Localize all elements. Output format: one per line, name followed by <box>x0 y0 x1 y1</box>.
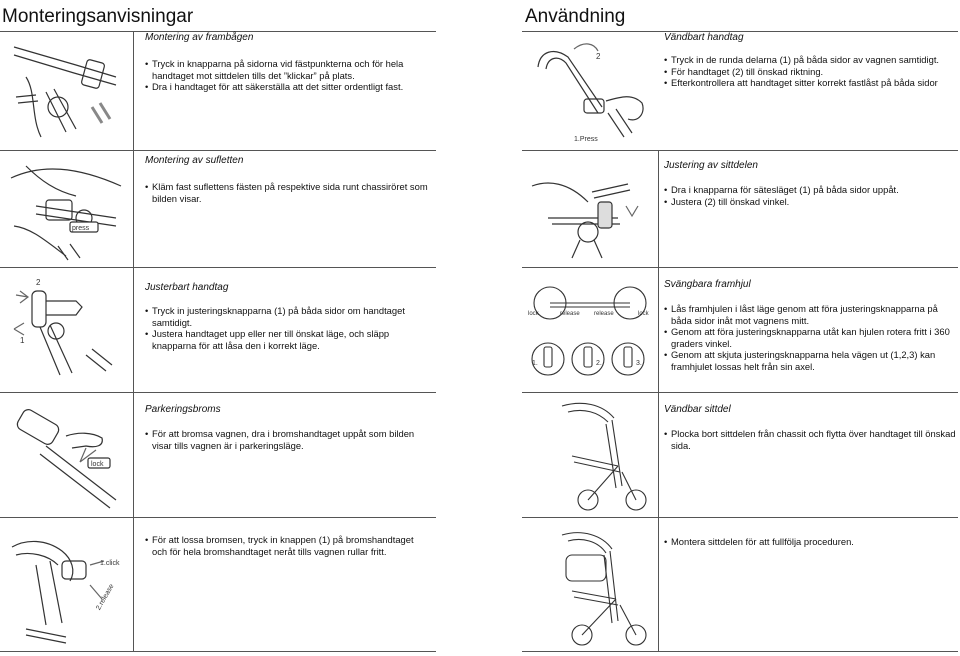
section-justerbart <box>0 267 436 392</box>
section-title: Vändbar sittdel <box>664 404 731 415</box>
bullet-list <box>664 184 958 207</box>
illustration-justerbart <box>6 275 126 387</box>
bullet-item: • Lås framhjulen i låst läge genom att föra justeringsknapparna på båda sidor inåt mot vagnens mitt. <box>664 303 958 326</box>
illustration-label: 1.click <box>100 560 120 567</box>
bullet-list <box>145 428 430 451</box>
bullet-item: • För handtaget (2) till önskad riktning. <box>664 66 958 78</box>
bullet-item: • Justera handtaget upp eller ner till önskat läge, och släpp knapparna för att låsa den i korrekt läge. <box>145 328 430 351</box>
bullet-item: • Genom att skjuta justeringsknapparna hela vägen ut (1,2,3) kan framhjulet lossas helt från sin axel. <box>664 349 958 372</box>
section-vandbart-handtag <box>522 31 958 150</box>
section-title: Svängbara framhjul <box>664 279 751 290</box>
right-column-title: Användning <box>525 6 626 27</box>
illustration-label: press <box>72 225 90 232</box>
illustration-label: 3. <box>636 360 642 367</box>
illustration-montera-sittdel <box>536 525 652 649</box>
bullet-list <box>664 303 958 373</box>
illustration-label: release <box>594 311 614 317</box>
illustration-sittdelen <box>528 158 652 262</box>
illustration-label: 2. <box>596 360 602 367</box>
illustration-lossa-bromsen <box>6 525 126 645</box>
illustration-frambagen <box>6 37 126 145</box>
bottom-rule <box>0 651 436 652</box>
section-sufletten <box>0 150 436 267</box>
illustration-label: 1 <box>20 336 25 345</box>
bullet-item: • Montera sittdelen för att fullfölja proceduren. <box>664 536 958 548</box>
illustration-sufletten <box>6 156 126 262</box>
illustration-parkeringsbroms <box>6 402 126 510</box>
bullet-item: • Tryck in justeringsknapparna (1) på båda sidor om handtaget samtidigt. <box>145 305 430 328</box>
bullet-item: • Plocka bort sittdelen från chassit och flytta över handtaget till önskad sida. <box>664 428 958 451</box>
section-title: Vändbart handtag <box>664 32 744 43</box>
bullet-item: • För att bromsa vagnen, dra i bromshandtaget uppåt som bilden visar tills vagnen är i parkeringsläge. <box>145 428 430 451</box>
bullet-item: • Dra i handtaget för att säkerställa att det sitter ordentligt fast. <box>145 81 430 93</box>
section-montera-sittdel <box>522 517 958 651</box>
bullet-list <box>145 305 430 351</box>
bullet-item: • Efterkontrollera att handtaget sitter korrekt fastlåst på båda sidor <box>664 77 958 89</box>
section-lossa-bromsen <box>0 517 436 651</box>
section-title: Justerbart handtag <box>145 282 229 293</box>
bullet-item: • Dra i knapparna för sätesläget (1) på båda sidor uppåt. <box>664 184 958 196</box>
bullet-list <box>664 428 958 451</box>
left-column-title: Monteringsanvisningar <box>2 6 194 27</box>
illustration-framhjul <box>526 281 656 385</box>
section-framhjul <box>522 267 958 392</box>
section-title: Montering av sufletten <box>145 155 244 166</box>
bottom-rule <box>522 651 958 652</box>
bullet-item: • Tryck in de runda delarna (1) på båda sidor av vagnen samtidigt. <box>664 54 958 66</box>
bullet-list <box>145 534 430 557</box>
bullet-list <box>145 181 430 204</box>
section-parkeringsbroms <box>0 392 436 517</box>
bullet-list <box>664 536 958 548</box>
illustration-label: 1.Press <box>574 136 598 143</box>
section-title: Montering av frambågen <box>145 32 254 43</box>
bullet-list <box>664 54 958 89</box>
section-title: Justering av sittdelen <box>664 160 758 171</box>
section-vandbar-sittdel <box>522 392 958 517</box>
bullet-item: • Genom att föra justeringsknapparna utåt kan hjulen rotera fritt i 360 graders vinkel. <box>664 326 958 349</box>
illustration-label: 2 <box>596 52 601 61</box>
illustration-label: 1. <box>532 360 538 367</box>
bullet-item: • För att lossa bromsen, tryck in knappen (1) på bromshandtaget och för hela bromshandtaget neråt tills vagnen rullar fritt. <box>145 534 430 557</box>
illustration-label: 2 <box>36 278 41 287</box>
bullet-item: • Tryck in knapparna på sidorna vid fästpunkterna och för hela handtaget mot sittdelen tills det ”klickar” på plats. <box>145 58 430 81</box>
section-sittdelen <box>522 150 958 267</box>
illustration-vandbart-handtag <box>528 37 658 145</box>
bullet-item: • Justera (2) till önskad vinkel. <box>664 196 958 208</box>
illustration-label: 2.release <box>95 583 116 612</box>
bullet-list <box>145 58 430 93</box>
illustration-label: lock <box>528 311 539 317</box>
illustration-label: lock <box>91 461 104 468</box>
illustration-label: lock <box>638 311 649 317</box>
illustration-vandbar-sittdel <box>532 396 652 514</box>
section-frambagen <box>0 31 436 150</box>
bullet-item: • Kläm fast suflettens fästen på respektive sida runt chassiröret som bilden visar. <box>145 181 430 204</box>
illustration-label: release <box>560 311 580 317</box>
section-title: Parkeringsbroms <box>145 404 221 415</box>
